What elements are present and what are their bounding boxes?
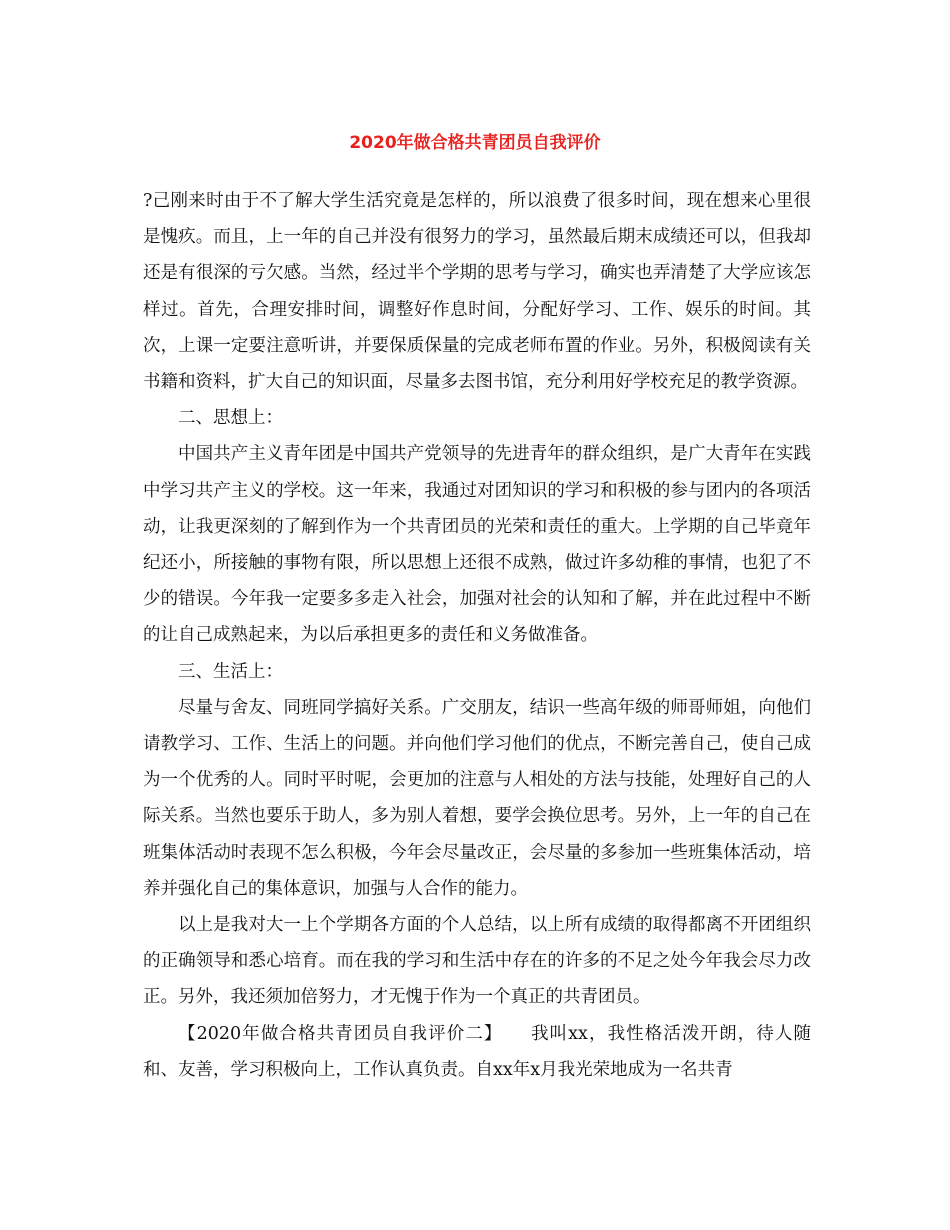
section-heading-life: 三、生活上： <box>178 661 283 682</box>
paragraph-life: 尽量与舍友、同班同学搞好关系。广交朋友，结识一些高年级的师哥师姐，向他们请教学习、工作、生活上的问题。并向他们学习他们的优点，不断完善自己，使自己成为一个优秀的人。同时平时呢，会更加的注意与人相处的方法与技能，处理好自己的人际关系。当然也要乐于助人，多为别人着想，要学会换位思考。另外，上一年的自己在班集体活动时表现不怎么积极，今年会尽量改正，会尽量的多参加一些班集体活动，培养并强化自己的集体意识，加强与人合作的能力。 <box>143 697 811 899</box>
document-body <box>143 183 811 1088</box>
paragraph-study-plan: ?己刚来时由于不了解大学生活究竟是怎样的，所以浪费了很多时间，现在想来心里很是愧疚。而且，上一年的自己并没有很努力的学习，虽然最后期末成绩还可以，但我却还是有很深的亏欠感。当然，经过半个学期的思考与学习，确实也弄清楚了大学应该怎样过。首先，合理安排时间，调整好作息时间，分配好学习、工作、娱乐的时间。其次，上课一定要注意听讲，并要保质保量的完成老师布置的作业。另外，积极阅读有关书籍和资料，扩大自己的知识面，尽量多去图书馆，充分利用好学校充足的教学资源。 <box>143 191 811 393</box>
paragraph-thought: 中国共产主义青年团是中国共产党领导的先进青年的群众组织，是广大青年在实践中学习共产主义的学校。这一年来，我通过对团知识的学习和积极的参与团内的各项活动，让我更深刻的了解到作为一个共青团员的光荣和责任的重大。上学期的自己毕竟年纪还小，所接触的事物有限，所以思想上还很不成熟，做过许多幼稚的事情，也犯了不少的错误。今年我一定要多多走入社会，加强对社会的认知和了解，并在此过程中不断的让自己成熟起来，为以后承担更多的责任和义务做准备。 <box>143 444 811 646</box>
document-title: 2020年做合格共青团员自我评价 <box>349 133 601 153</box>
paragraph-summary: 以上是我对大一上个学期各方面的个人总结，以上所有成绩的取得都离不开团组织的正确领导和悉心培育。而在我的学习和生活中存在的许多的不足之处今年我会尽力改正。另外，我还须加倍努力，才无愧于作为一个真正的共青团员。 <box>143 915 811 1008</box>
section-heading-thought: 二、思想上： <box>178 408 283 429</box>
paragraph-evaluation-two: 【2020年做合格共青团员自我评价二】 我叫xx，我性格活泼开朗，待人随和、友善，学习积极向上，工作认真负责。自xx年x月我光荣地成为一名共青 <box>143 1023 811 1080</box>
